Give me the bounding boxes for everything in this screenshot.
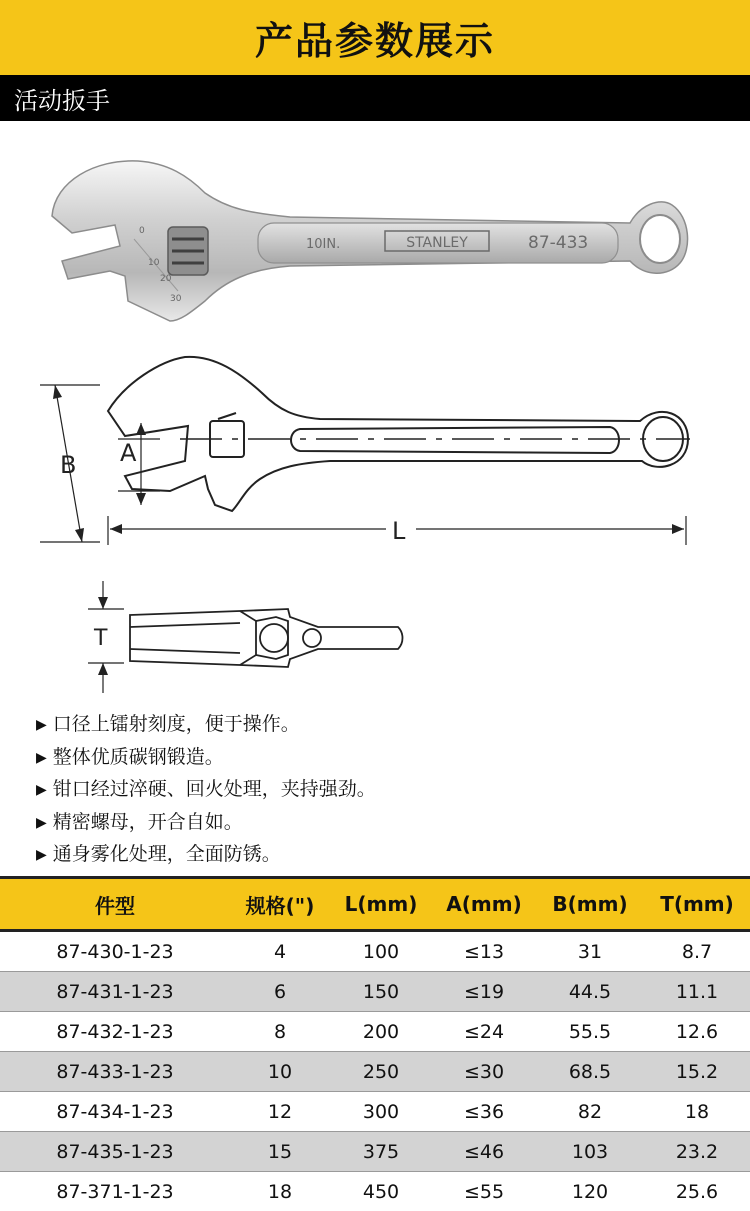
table-cell: 87-434-1-23 bbox=[0, 1092, 230, 1132]
table-cell: 15 bbox=[230, 1132, 330, 1172]
table-cell: 87-432-1-23 bbox=[0, 1012, 230, 1052]
dimension-label-l: L bbox=[392, 517, 406, 545]
scale-mark: 10 bbox=[148, 258, 160, 268]
table-cell: ≤24 bbox=[432, 1012, 536, 1052]
column-header: L(mm) bbox=[330, 878, 432, 931]
spec-table bbox=[0, 876, 750, 1211]
triangle-bullet-icon: ▶ bbox=[36, 815, 47, 831]
feature-item: ▶ 钳口经过淬硬、回火处理，夹持强劲。 bbox=[36, 773, 376, 806]
dimension-label-b: B bbox=[60, 451, 76, 479]
table-cell: 250 bbox=[330, 1052, 432, 1092]
table-cell: ≤36 bbox=[432, 1092, 536, 1132]
wrench-illustration bbox=[0, 121, 750, 708]
column-header: A(mm) bbox=[432, 878, 536, 931]
table-cell: 15.2 bbox=[644, 1052, 750, 1092]
table-cell: 87-433-1-23 bbox=[0, 1052, 230, 1092]
triangle-bullet-icon: ▶ bbox=[36, 750, 47, 766]
wrench-photo bbox=[52, 161, 688, 321]
column-header: 件型 bbox=[0, 878, 230, 931]
scale-mark: 20 bbox=[160, 274, 172, 284]
section-title: 活动扳手 bbox=[0, 81, 110, 116]
table-cell: ≤46 bbox=[432, 1132, 536, 1172]
table-cell: 8 bbox=[230, 1012, 330, 1052]
table-cell: 68.5 bbox=[536, 1052, 644, 1092]
table-cell: ≤19 bbox=[432, 972, 536, 1012]
table-cell: 120 bbox=[536, 1172, 644, 1211]
table-cell: 8.7 bbox=[644, 931, 750, 972]
table-cell: 25.6 bbox=[644, 1172, 750, 1211]
table-cell: 18 bbox=[230, 1172, 330, 1211]
table-cell: 103 bbox=[536, 1132, 644, 1172]
triangle-bullet-icon: ▶ bbox=[36, 847, 47, 863]
top-banner bbox=[0, 0, 750, 75]
table-cell: ≤30 bbox=[432, 1052, 536, 1092]
table-cell: 12.6 bbox=[644, 1012, 750, 1052]
column-header: T(mm) bbox=[644, 878, 750, 931]
table-cell: 4 bbox=[230, 931, 330, 972]
table-cell: 44.5 bbox=[536, 972, 644, 1012]
table-cell: ≤55 bbox=[432, 1172, 536, 1211]
table-cell: 12 bbox=[230, 1092, 330, 1132]
table-cell: ≤13 bbox=[432, 931, 536, 972]
feature-item: ▶ 通身雾化处理，全面防锈。 bbox=[36, 838, 376, 871]
table-cell: 6 bbox=[230, 972, 330, 1012]
table-cell: 150 bbox=[330, 972, 432, 1012]
stamp-brand: STANLEY bbox=[406, 235, 468, 251]
table-cell: 87-431-1-23 bbox=[0, 972, 230, 1012]
scale-mark: 0 bbox=[139, 226, 145, 236]
section-bar bbox=[0, 75, 750, 121]
table-row bbox=[0, 1012, 750, 1052]
feature-list bbox=[36, 708, 376, 871]
table-cell: 100 bbox=[330, 931, 432, 972]
column-header: B(mm) bbox=[536, 878, 644, 931]
table-cell: 200 bbox=[330, 1012, 432, 1052]
dimension-drawing bbox=[40, 357, 690, 545]
triangle-bullet-icon: ▶ bbox=[36, 782, 47, 798]
table-header-row bbox=[0, 878, 750, 931]
feature-item: ▶ 整体优质碳钢锻造。 bbox=[36, 741, 376, 774]
feature-item: ▶ 精密螺母，开合自如。 bbox=[36, 806, 376, 839]
table-cell: 11.1 bbox=[644, 972, 750, 1012]
scale-mark: 30 bbox=[170, 294, 182, 304]
table-cell: 300 bbox=[330, 1092, 432, 1132]
table-row bbox=[0, 972, 750, 1012]
stamp-model: 87-433 bbox=[528, 233, 588, 253]
thickness-drawing bbox=[88, 581, 403, 693]
table-cell: 87-435-1-23 bbox=[0, 1132, 230, 1172]
table-cell: 87-430-1-23 bbox=[0, 931, 230, 972]
table-cell: 375 bbox=[330, 1132, 432, 1172]
triangle-bullet-icon: ▶ bbox=[36, 717, 47, 733]
table-row bbox=[0, 1172, 750, 1211]
table-cell: 23.2 bbox=[644, 1132, 750, 1172]
dimension-label-t: T bbox=[93, 626, 108, 651]
stamp-size: 10IN. bbox=[306, 237, 340, 252]
feature-item: ▶ 口径上镭射刻度，便于操作。 bbox=[36, 708, 376, 741]
table-cell: 18 bbox=[644, 1092, 750, 1132]
table-row bbox=[0, 1092, 750, 1132]
table-cell: 450 bbox=[330, 1172, 432, 1211]
table-row bbox=[0, 931, 750, 972]
table-row bbox=[0, 1052, 750, 1092]
column-header: 规格(") bbox=[230, 878, 330, 931]
table-cell: 82 bbox=[536, 1092, 644, 1132]
page-title: 产品参数展示 bbox=[255, 10, 495, 65]
dimension-label-a: A bbox=[120, 439, 137, 467]
table-cell: 55.5 bbox=[536, 1012, 644, 1052]
table-cell: 87-371-1-23 bbox=[0, 1172, 230, 1211]
table-cell: 31 bbox=[536, 931, 644, 972]
table-row bbox=[0, 1132, 750, 1172]
table-cell: 10 bbox=[230, 1052, 330, 1092]
